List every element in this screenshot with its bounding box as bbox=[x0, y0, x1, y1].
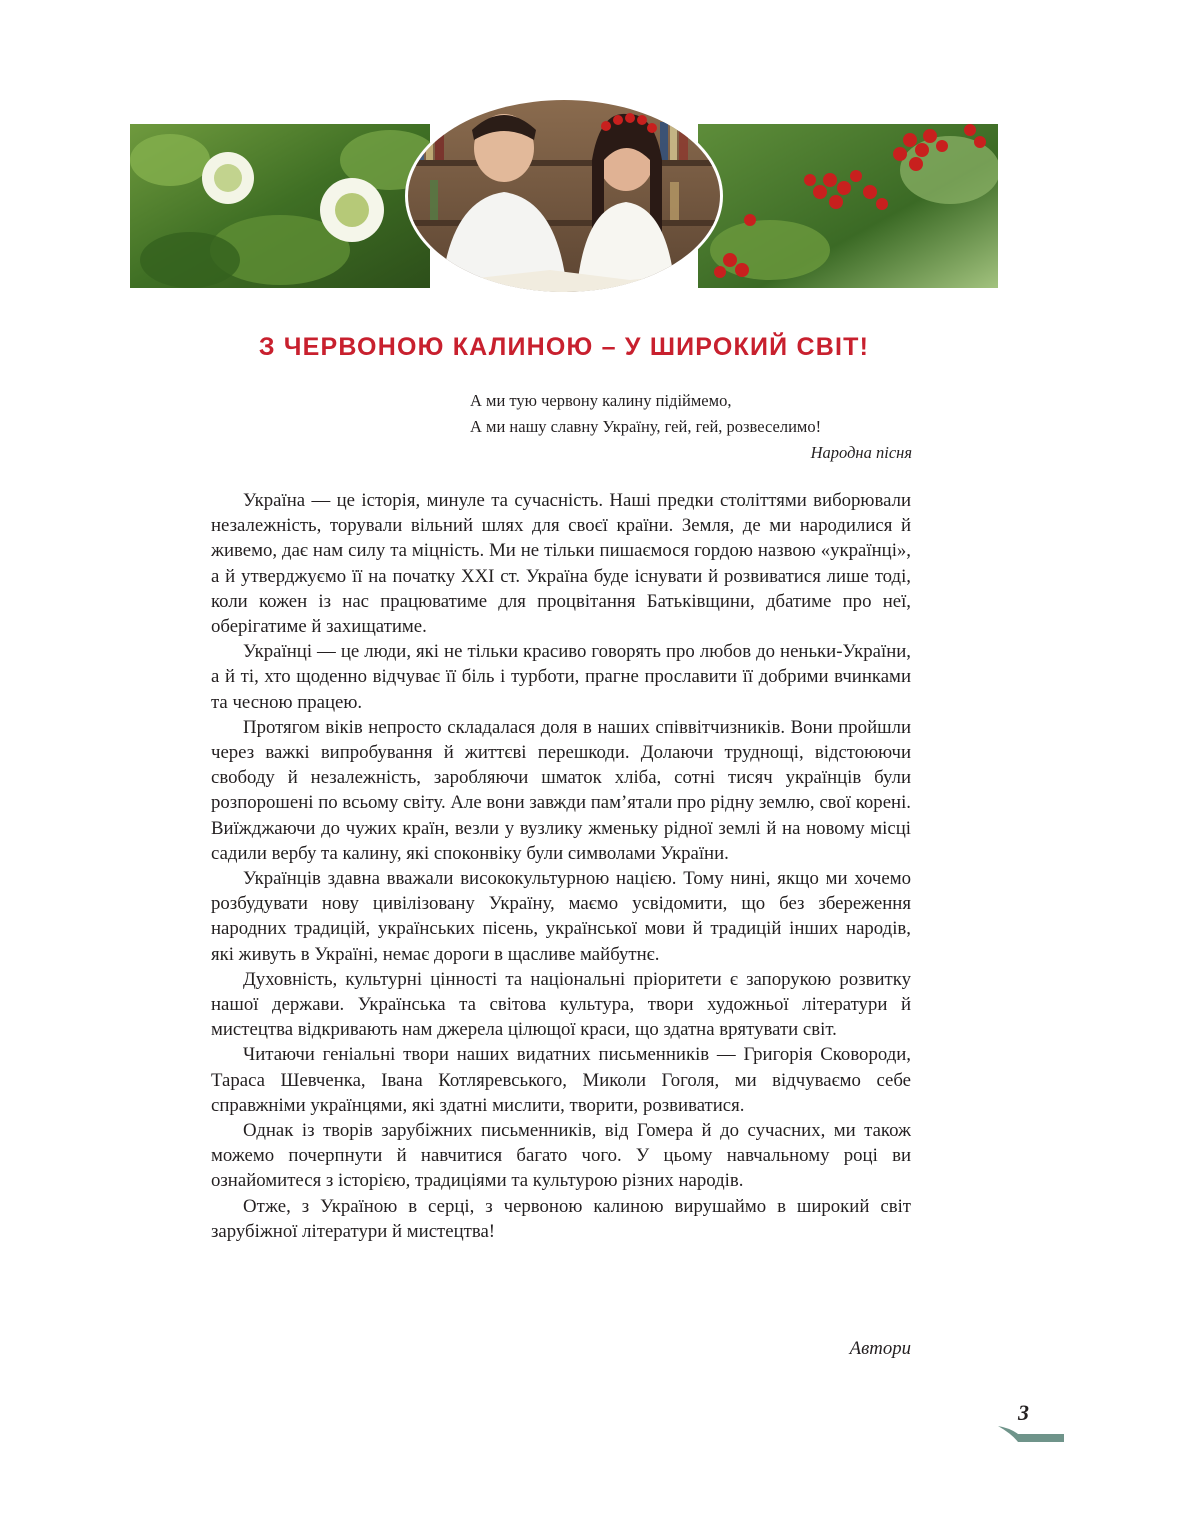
paragraph: Отже, з Україною в серці, з червоною калиною вирушаймо в широкий світ зарубіжної літератури й мистецтва! bbox=[211, 1195, 911, 1242]
epigraph-source: Народна пісня bbox=[810, 443, 912, 462]
epigraph-line: А ми тую червону калину підіймемо, bbox=[470, 391, 732, 410]
epigraph-line: А ми нашу славну Україну, гей, гей, розвеселимо! bbox=[470, 417, 822, 436]
paragraph: Однак із творів зарубіжних письменників, від Гомера й до сучасних, ми також можемо почерпнути й навчитися багато чого. У цьому навчальному році ви ознайомитеся з історією, традиціями та культурою різних народів. bbox=[211, 1120, 911, 1192]
page-number: 3 bbox=[1018, 1400, 1029, 1425]
paragraph: Протягом віків непросто складалася доля в наших співвітчизників. Вони пройшли через важкі випробування й життєві перешкоди. Долаючи труднощі, відстоюючи свободу й незалежність, заробляючи шматок хліба, сотні тисяч українців були розпорошені по всьому світу. Але вони завжди пам’ятали про рідну землю, свої корені. Виїжджаючи до чужих країн, везли у вузлику жменьку рідної землі й на новому місці садили вербу та калину, які споконвіку були символами України. bbox=[211, 716, 911, 864]
viburnum-flowers-left bbox=[130, 124, 440, 288]
paragraph: Читаючи геніальні твори наших видатних письменників — Григорія Сковороди, Тараса Шевченка, Івана Котляревського, Миколи Гоголя, ми відчуваємо себе справжніми українцями, які здатні мислити, творити, розвиватися. bbox=[211, 1044, 911, 1116]
viburnum-berries-right bbox=[698, 124, 998, 288]
students-portrait-oval bbox=[400, 100, 730, 300]
paragraph: Духовність, культурні цінності та національні пріоритети є запорукою розвитку нашої держави. Українська та світова культура, твори художньої літератури й мистецтва відкривають нам джерела цілющої краси, що здатна врятувати світ. bbox=[211, 968, 911, 1041]
authors-signature: Автори bbox=[849, 1338, 911, 1359]
page-corner-mark bbox=[996, 1424, 1066, 1444]
paragraph: Україна — це історія, минуле та сучасність. Наші предки століттями виборювали незалежність, торували вільний шлях для своєї країни. Земля, де ми народилися й живемо, дає нам силу та міцність. Ми не тільки пишаємося гордою назвою «українці», а й утверджуємо її на початку XXI ст. Україна буде існувати й розвиватися лише тоді, коли кожен із нас працюватиме для процвітання Батьківщини, дбатиме про неї, оберігатиме й захищатиме. bbox=[211, 490, 911, 638]
paragraph: Українці — це люди, які не тільки красиво говорять про любов до неньки-України, а й ті, хто щоденно відчуває її біль і турботи, прагне прославити її добрими вчинками та чесною працею. bbox=[211, 641, 911, 713]
paragraph: Українців здавна вважали висококультурною нацією. Тому нині, якщо ми хочемо розбудувати нову цивілізовану Україну, маємо усвідомити, що без збереження народних традицій, українських пісень, української мови й традицій інших народів, які живуть в Україні, немає дороги в щасливе майбутнє. bbox=[211, 868, 911, 965]
page-title: З ЧЕРВОНОЮ КАЛИНОЮ – У ШИРОКИЙ СВІТ! bbox=[258, 333, 870, 361]
header-banner-photo bbox=[130, 100, 998, 300]
epigraph bbox=[470, 388, 912, 466]
article-body bbox=[211, 488, 911, 1244]
